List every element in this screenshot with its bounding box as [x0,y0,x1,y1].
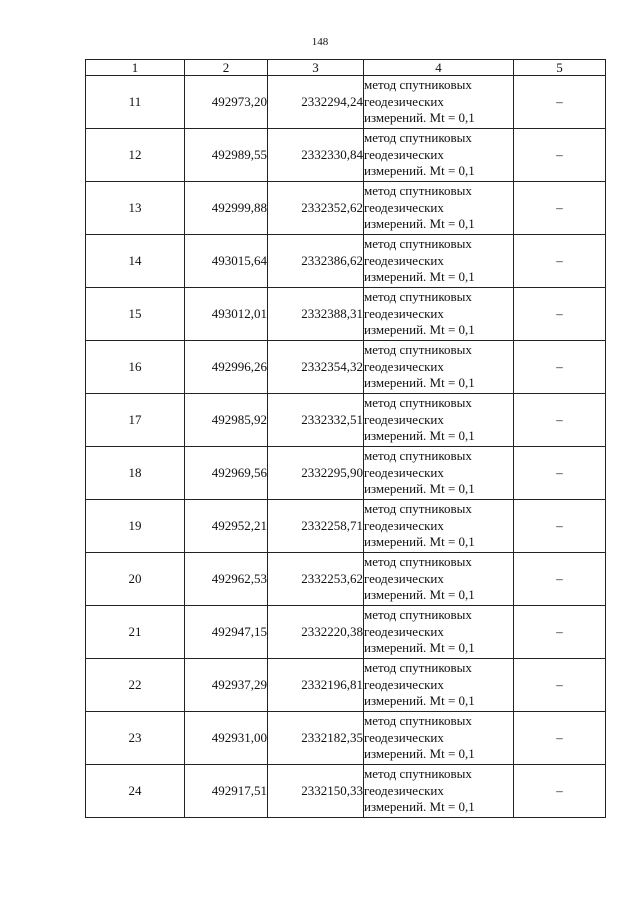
method-cell [364,447,514,500]
x-coordinate-cell: 492999,88 [185,182,268,235]
point-number-cell: 20 [86,553,185,606]
method-line: метод спутниковых [364,342,472,358]
column-5-cell: – [514,447,606,500]
method-line: измерений. Mt = 0,1 [364,428,475,444]
point-number-cell: 13 [86,182,185,235]
method-cell [364,129,514,182]
method-line: измерений. Mt = 0,1 [364,534,475,550]
point-number-cell: 23 [86,712,185,765]
point-number-cell: 15 [86,288,185,341]
method-line: измерений. Mt = 0,1 [364,375,475,391]
column-5-cell: – [514,606,606,659]
x-coordinate-cell: 492917,51 [185,765,268,818]
method-line: измерений. Mt = 0,1 [364,693,475,709]
method-line: метод спутниковых [364,713,472,729]
table-row [86,394,606,447]
x-coordinate-cell: 492931,00 [185,712,268,765]
y-coordinate-cell: 2332332,51 [268,394,364,447]
method-line: измерений. Mt = 0,1 [364,587,475,603]
table-row [86,553,606,606]
method-line: геодезических [364,729,444,745]
method-line: геодезических [364,252,444,268]
header-row [86,60,606,76]
point-number-cell: 14 [86,235,185,288]
method-cell [364,235,514,288]
method-line: измерений. Mt = 0,1 [364,799,475,815]
table-row [86,288,606,341]
y-coordinate-cell: 2332220,38 [268,606,364,659]
x-coordinate-cell: 492952,21 [185,500,268,553]
method-cell [364,659,514,712]
header-col-1: 1 [86,60,185,76]
method-line: измерений. Mt = 0,1 [364,481,475,497]
y-coordinate-cell: 2332294,24 [268,76,364,129]
header-col-4: 4 [364,60,514,76]
method-line: метод спутниковых [364,395,472,411]
column-5-cell: – [514,129,606,182]
method-cell [364,341,514,394]
x-coordinate-cell: 493015,64 [185,235,268,288]
method-line: измерений. Mt = 0,1 [364,640,475,656]
table-row [86,447,606,500]
table-row [86,659,606,712]
column-5-cell: – [514,659,606,712]
method-line: метод спутниковых [364,554,472,570]
method-line: измерений. Mt = 0,1 [364,216,475,232]
method-line: геодезических [364,93,444,109]
method-line: метод спутниковых [364,236,472,252]
table-row [86,76,606,129]
header-col-2: 2 [185,60,268,76]
method-line: измерений. Mt = 0,1 [364,163,475,179]
point-number-cell: 19 [86,500,185,553]
y-coordinate-cell: 2332182,35 [268,712,364,765]
method-line: геодезических [364,464,444,480]
column-5-cell: – [514,288,606,341]
method-cell [364,394,514,447]
table-header [86,60,606,76]
x-coordinate-cell: 492969,56 [185,447,268,500]
method-line: геодезических [364,305,444,321]
table-row [86,182,606,235]
point-number-cell: 24 [86,765,185,818]
column-5-cell: – [514,341,606,394]
method-cell [364,76,514,129]
method-line: метод спутниковых [364,448,472,464]
coordinates-table [85,59,606,818]
column-5-cell: – [514,553,606,606]
column-5-cell: – [514,76,606,129]
point-number-cell: 18 [86,447,185,500]
y-coordinate-cell: 2332388,31 [268,288,364,341]
column-5-cell: – [514,712,606,765]
x-coordinate-cell: 492989,55 [185,129,268,182]
table-row [86,235,606,288]
y-coordinate-cell: 2332352,62 [268,182,364,235]
y-coordinate-cell: 2332295,90 [268,447,364,500]
table-row [86,500,606,553]
method-line: измерений. Mt = 0,1 [364,322,475,338]
method-line: метод спутниковых [364,130,472,146]
point-number-cell: 11 [86,76,185,129]
column-5-cell: – [514,394,606,447]
column-5-cell: – [514,765,606,818]
column-5-cell: – [514,235,606,288]
table-row [86,606,606,659]
x-coordinate-cell: 492947,15 [185,606,268,659]
table-row [86,765,606,818]
method-cell [364,712,514,765]
x-coordinate-cell: 492962,53 [185,553,268,606]
column-5-cell: – [514,500,606,553]
method-line: измерений. Mt = 0,1 [364,746,475,762]
y-coordinate-cell: 2332386,62 [268,235,364,288]
method-line: геодезических [364,517,444,533]
method-line: геодезических [364,676,444,692]
header-col-5: 5 [514,60,606,76]
method-line: измерений. Mt = 0,1 [364,269,475,285]
method-line: геодезических [364,358,444,374]
page-number: 148 [311,36,329,48]
method-cell [364,606,514,659]
table-row [86,341,606,394]
method-cell [364,182,514,235]
y-coordinate-cell: 2332196,81 [268,659,364,712]
method-line: измерений. Mt = 0,1 [364,110,475,126]
method-line: метод спутниковых [364,183,472,199]
y-coordinate-cell: 2332258,71 [268,500,364,553]
table-row [86,129,606,182]
point-number-cell: 16 [86,341,185,394]
y-coordinate-cell: 2332330,84 [268,129,364,182]
method-line: геодезических [364,623,444,639]
table-body [86,76,606,818]
method-cell [364,553,514,606]
method-line: метод спутниковых [364,766,472,782]
point-number-cell: 17 [86,394,185,447]
x-coordinate-cell: 492973,20 [185,76,268,129]
method-line: метод спутниковых [364,607,472,623]
method-cell [364,288,514,341]
method-cell [364,765,514,818]
y-coordinate-cell: 2332354,32 [268,341,364,394]
point-number-cell: 22 [86,659,185,712]
y-coordinate-cell: 2332150,33 [268,765,364,818]
method-line: геодезических [364,570,444,586]
column-5-cell: – [514,182,606,235]
method-line: метод спутниковых [364,660,472,676]
point-number-cell: 21 [86,606,185,659]
method-cell [364,500,514,553]
method-line: метод спутниковых [364,77,472,93]
method-line: метод спутниковых [364,501,472,517]
y-coordinate-cell: 2332253,62 [268,553,364,606]
method-line: метод спутниковых [364,289,472,305]
method-line: геодезических [364,146,444,162]
header-col-3: 3 [268,60,364,76]
x-coordinate-cell: 492985,92 [185,394,268,447]
table-row [86,712,606,765]
method-line: геодезических [364,411,444,427]
method-line: геодезических [364,199,444,215]
method-line: геодезических [364,782,444,798]
x-coordinate-cell: 493012,01 [185,288,268,341]
x-coordinate-cell: 492996,26 [185,341,268,394]
x-coordinate-cell: 492937,29 [185,659,268,712]
point-number-cell: 12 [86,129,185,182]
